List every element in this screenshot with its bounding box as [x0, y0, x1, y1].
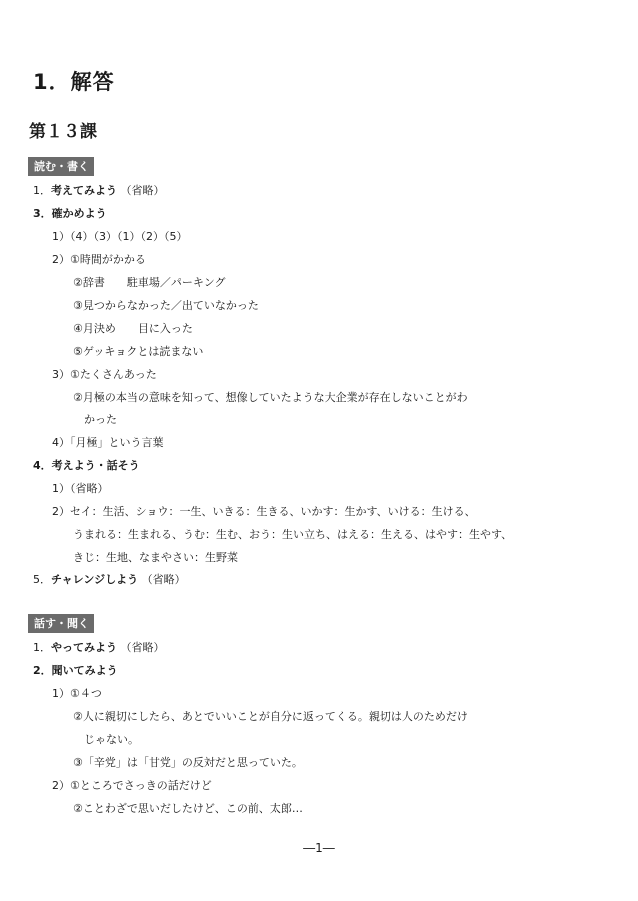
- list-item: 1）（4）（3）（1）（2）（5）: [52, 230, 188, 243]
- list-item: 2．聞いてみよう: [33, 664, 118, 677]
- list-item: 2）①ところでさっきの話だけど: [52, 779, 212, 792]
- page-number: ―1―: [303, 841, 335, 855]
- list-item: 1．考えてみよう （省略）: [33, 184, 165, 197]
- list-item: ③「辛党」は「甘党」の反対だと思っていた。: [73, 756, 303, 769]
- list-item: 1）（省略）: [52, 482, 109, 495]
- lesson-title: 第１３課: [29, 122, 97, 142]
- section-label-speaking-listening: 話す・聞く: [28, 614, 94, 633]
- list-item: きじ：生地、なまやさい：生野菜: [73, 551, 238, 564]
- list-item: ④月決め 目に入った: [73, 322, 193, 335]
- list-item: 3．確かめよう: [33, 207, 107, 220]
- list-item: ⑤ゲッキョクとは読まない: [73, 345, 204, 358]
- list-item: ②人に親切にしたら、あとでいいことが自分に返ってくる。親切は人のためだけ: [73, 710, 468, 723]
- list-item: ②辞書 駐車場／パーキング: [73, 276, 226, 289]
- list-item: ③見つからなかった／出ていなかった: [73, 299, 259, 312]
- chapter-title: 1．解答: [33, 70, 115, 94]
- list-item: ②ことわざで思いだしたけど、この前、太郎…: [73, 802, 303, 815]
- list-item: 3）①たくさんあった: [52, 368, 157, 381]
- list-item: 5．チャレンジしよう （省略）: [33, 573, 186, 586]
- list-item: うまれる：生まれる、うむ：生む、おう：生い立ち、はえる：生える、はやす：生やす、: [73, 528, 513, 541]
- list-item: 1）①４つ: [52, 687, 102, 700]
- list-item: ②月極の本当の意味を知って、想像していたような大企業が存在しないことがわ: [73, 391, 468, 404]
- list-item: 1．やってみよう （省略）: [33, 641, 165, 654]
- list-item: 2）①時間がかかる: [52, 253, 146, 266]
- list-item: 2）セイ：生活、ショウ：一生、いきる：生きる、いかす：生かす、いける：生ける、: [52, 505, 476, 518]
- section-label-reading-writing: 読む・書く: [28, 157, 94, 176]
- list-item: 4）「月極」という言葉: [52, 436, 164, 449]
- list-item: じゃない。: [84, 733, 139, 746]
- list-item: 4．考えよう・話そう: [33, 459, 140, 472]
- list-item: かった: [84, 413, 117, 426]
